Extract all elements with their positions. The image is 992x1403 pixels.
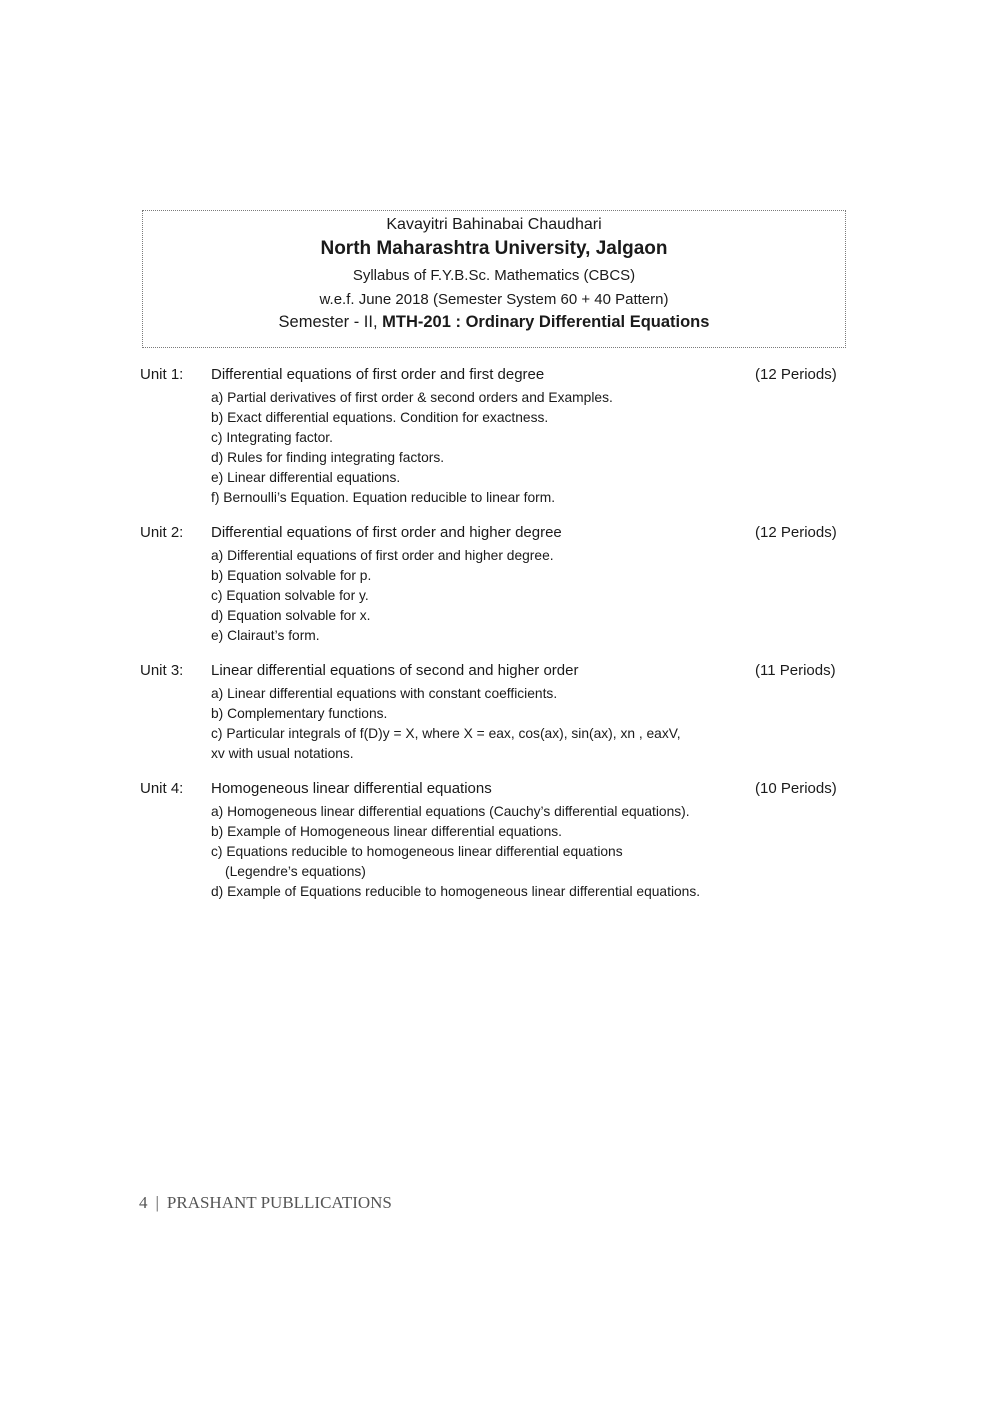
topic-list [140,802,840,902]
topic-item: e) Linear differential equations. [211,470,401,485]
topic-item: f) Bernoulli’s Equation. Equation reducible to linear form. [211,490,556,505]
unit-header [140,778,840,802]
unit-3 [140,660,840,764]
topic-list [140,388,840,508]
topic-item: a) Differential equations of first order and higher degree. [211,548,554,563]
topic-item: (Legendre’s equations) [225,864,366,879]
topic-item: d) Rules for finding integrating factors. [211,450,445,465]
institution-name: Kavayitri Bahinabai Chaudhari [386,216,602,233]
unit-header [140,660,840,684]
page-number: 4 [139,1193,148,1212]
unit-periods: (11 Periods) [755,662,836,679]
topic-list [140,546,840,646]
header-box [142,210,846,348]
topic-item: c) Equations reducible to homogeneous linear differential equations [211,844,623,859]
topic-item: b) Complementary functions. [211,706,388,721]
topic-item: c) Particular integrals of f(D)y = X, where X = eax, cos(ax), sin(ax), xn , eaxV, [211,726,681,741]
topic-item: b) Equation solvable for p. [211,568,372,583]
topic-item: c) Equation solvable for y. [211,588,369,603]
footer-separator: | [155,1193,159,1212]
unit-header [140,364,840,388]
unit-1 [140,364,840,508]
wef-line: w.e.f. June 2018 (Semester System 60 + 40 Pattern) [319,291,669,308]
topic-item: b) Exact differential equations. Condition for exactness. [211,410,549,425]
unit-label: Unit 2: [140,524,184,541]
semester-line [143,313,845,332]
semester-prefix: Semester - II, [278,313,383,331]
unit-periods: (12 Periods) [755,524,837,541]
topic-item: d) Equation solvable for x. [211,608,371,623]
unit-label: Unit 1: [140,366,184,383]
topic-item: xv with usual notations. [211,746,354,761]
university-name: North Maharashtra University, Jalgaon [320,238,668,259]
topic-item: b) Example of Homogeneous linear differential equations. [211,824,563,839]
publisher-name: PRASHANT PUBLLICATIONS [166,1193,392,1212]
topic-item: d) Example of Equations reducible to homogeneous linear differential equations. [211,884,701,899]
page-footer [139,1193,392,1213]
course-title: MTH-201 : Ordinary Differential Equations [382,313,710,331]
unit-label: Unit 3: [140,662,184,679]
topic-item: a) Homogeneous linear differential equations (Cauchy’s differential equations). [211,804,690,819]
unit-header [140,522,840,546]
topic-item: e) Clairaut’s form. [211,628,320,643]
topic-list [140,684,840,764]
units-list [140,364,840,916]
unit-label: Unit 4: [140,780,184,797]
unit-title: Linear differential equations of second and higher order [211,662,579,679]
topic-item: c) Integrating factor. [211,430,333,445]
unit-periods: (10 Periods) [755,780,837,797]
unit-title: Differential equations of first order and higher degree [211,524,562,541]
unit-2 [140,522,840,646]
unit-title: Differential equations of first order and first degree [211,366,545,383]
topic-item: a) Linear differential equations with constant coefficients. [211,686,558,701]
unit-title: Homogeneous linear differential equations [211,780,492,797]
unit-periods: (12 Periods) [755,366,837,383]
unit-4 [140,778,840,902]
topic-item: a) Partial derivatives of first order & second orders and Examples. [211,390,613,405]
syllabus-line: Syllabus of F.Y.B.Sc. Mathematics (CBCS) [352,267,636,284]
